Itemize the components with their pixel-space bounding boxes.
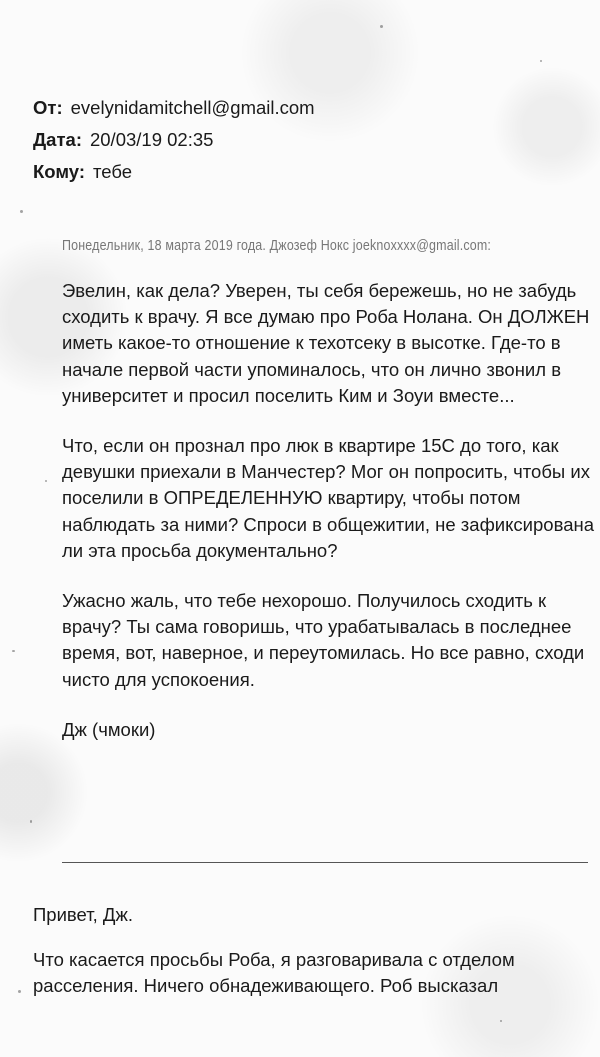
from-label: От: [33,97,63,118]
scan-speck [20,210,23,213]
scan-speck [12,650,15,652]
reply-message [33,902,593,1018]
to-value: тебе [93,161,133,182]
from-row [33,92,315,124]
quote-paragraph: Ужасно жаль, что тебе нехорошо. Получилось сходить к врачу? Ты сама говоришь, что урабатывалась в последнее время, вот, наверное, и переутомилась. Но все равно, сходи чисто для успокоения. [62,590,585,690]
quote-paragraph: Эвелин, как дела? Уверен, ты себя бережешь, но не забудь сходить к врачу. Я все думаю про Роба Нолана. Он ДОЛЖЕН иметь какое-то отношение к техотсеку в высотке. Где-то в начале первой части упоминалось, что он лично звонил в университет и просил поселить Ким и Зоуи вместе... [62,280,590,406]
quote-signature: Дж (чмоки) [62,718,156,740]
scan-speck [500,1020,502,1022]
quoted-message-meta: Понедельник, 18 марта 2019 года. Джозеф Нокс joeknoxxxx@gmail.com: [62,238,492,254]
to-row [33,156,315,188]
email-header [33,92,315,188]
scan-speck [45,480,47,482]
date-row [33,124,315,156]
from-value: evelynidamitchell@gmail.com [70,97,315,118]
to-label: Кому: [33,161,85,182]
divider [62,862,588,863]
reply-body: Что касается просьбы Роба, я разговаривала с отделом расселения. Ничего обнадеживающего. Роб высказал [33,948,515,996]
reply-greeting: Привет, Дж. [33,904,133,925]
scan-speck [18,990,21,993]
scan-speck [540,60,542,62]
date-label: Дата: [33,129,82,150]
scan-speck [30,820,32,823]
quote-paragraph: Что, если он прознал про люк в квартире 15С до того, как девушки приехали в Манчестер? Мог он попросить, чтобы их поселили в ОПРЕДЕЛЕННУЮ квартиру, чтобы потом наблюдать за ними? Спроси в общежитии, не зафиксирована ли эта просьба документально? [62,435,595,561]
scan-speck [380,25,383,28]
date-value: 20/03/19 02:35 [89,129,214,150]
quoted-message [62,278,598,767]
